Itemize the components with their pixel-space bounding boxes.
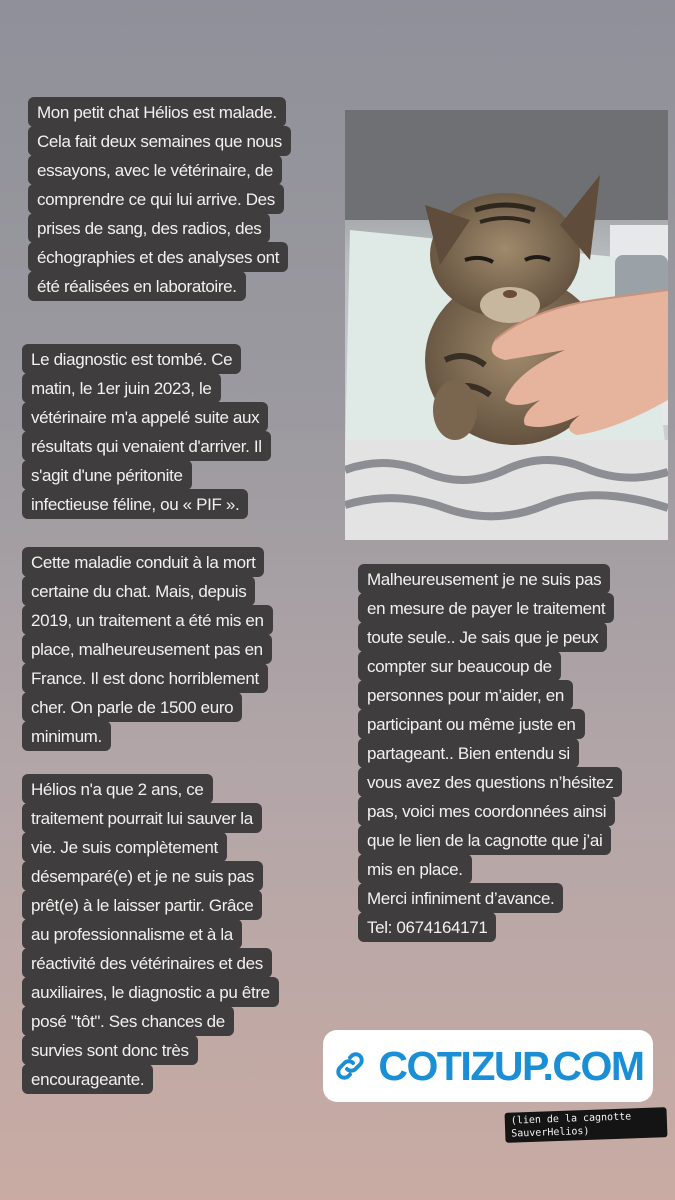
text-line: place, malheureusement pas en xyxy=(22,634,272,664)
text-line: résultats qui venaient d'arriver. Il xyxy=(22,431,271,461)
text-line: encourageante. xyxy=(22,1064,153,1094)
text-line: infectieuse féline, ou « PIF ». xyxy=(22,489,248,519)
text-line: été réalisées en laboratoire. xyxy=(28,271,246,301)
text-line: Cette maladie conduit à la mort xyxy=(22,547,264,577)
story-paragraph-3 xyxy=(22,548,332,751)
link-icon xyxy=(332,1048,368,1084)
text-line: compter sur beaucoup de xyxy=(358,651,561,681)
text-line: toute seule.. Je sais que je peux xyxy=(358,622,607,652)
text-line: Cela fait deux semaines que nous xyxy=(28,126,291,156)
story-paragraph-4 xyxy=(22,775,332,1094)
text-line: 2019, un traitement a été mis en xyxy=(22,605,273,635)
cagnotte-note xyxy=(505,1107,668,1143)
text-line: pas, voici mes coordonnées ainsi xyxy=(358,796,615,826)
text-line: échographies et des analyses ont xyxy=(28,242,288,272)
text-line: personnes pour m’aider, en xyxy=(358,680,573,710)
cat-photo xyxy=(345,110,668,540)
link-label: COTIZUP.COM xyxy=(378,1042,644,1089)
text-line: Merci infiniment d’avance. xyxy=(358,883,563,913)
text-line: participant ou même juste en xyxy=(358,709,585,739)
text-line: traitement pourrait lui sauver la xyxy=(22,803,262,833)
text-line: mis en place. xyxy=(358,854,472,884)
text-line: au professionnalisme et à la xyxy=(22,919,242,949)
text-line: cher. On parle de 1500 euro xyxy=(22,692,242,722)
text-line: minimum. xyxy=(22,721,111,751)
text-line: comprendre ce qui lui arrive. Des xyxy=(28,184,284,214)
story-paragraph-2 xyxy=(22,345,332,519)
text-line: prêt(e) à le laisser partir. Grâce xyxy=(22,890,262,920)
text-line: réactivité des vétérinaires et des xyxy=(22,948,272,978)
note-line-1: (lien de la cagnotte xyxy=(510,1111,632,1127)
text-line: Mon petit chat Hélios est malade. xyxy=(28,97,286,127)
text-line: s'agit d'une péritonite xyxy=(22,460,192,490)
text-line: France. Il est donc horriblement xyxy=(22,663,268,693)
text-line: survies sont donc très xyxy=(22,1035,198,1065)
text-line: prises de sang, des radios, des xyxy=(28,213,270,243)
text-line: vétérinaire m'a appelé suite aux xyxy=(22,402,268,432)
text-line: matin, le 1er juin 2023, le xyxy=(22,373,221,403)
text-line: désemparé(e) et je ne suis pas xyxy=(22,861,263,891)
story-paragraph-5 xyxy=(358,565,658,942)
text-line: Hélios n'a que 2 ans, ce xyxy=(22,774,213,804)
text-line: vous avez des questions n’hésitez xyxy=(358,767,622,797)
text-line: essayons, avec le vétérinaire, de xyxy=(28,155,282,185)
text-line: en mesure de payer le traitement xyxy=(358,593,614,623)
text-line: Malheureusement je ne suis pas xyxy=(358,564,610,594)
text-line: auxiliaires, le diagnostic a pu être xyxy=(22,977,279,1007)
text-line: partageant.. Bien entendu si xyxy=(358,738,579,768)
text-line: certaine du chat. Mais, depuis xyxy=(22,576,255,606)
text-line: vie. Je suis complètement xyxy=(22,832,227,862)
text-line: Le diagnostic est tombé. Ce xyxy=(22,344,241,374)
cotizup-link-sticker[interactable] xyxy=(323,1030,653,1102)
note-line-2: SauverHelios) xyxy=(511,1125,590,1140)
text-line: posé "tôt". Ses chances de xyxy=(22,1006,234,1036)
text-line: que le lien de la cagnotte que j’ai xyxy=(358,825,611,855)
story-paragraph-1 xyxy=(28,98,338,301)
text-line: Tel: 0674164171 xyxy=(358,912,496,942)
